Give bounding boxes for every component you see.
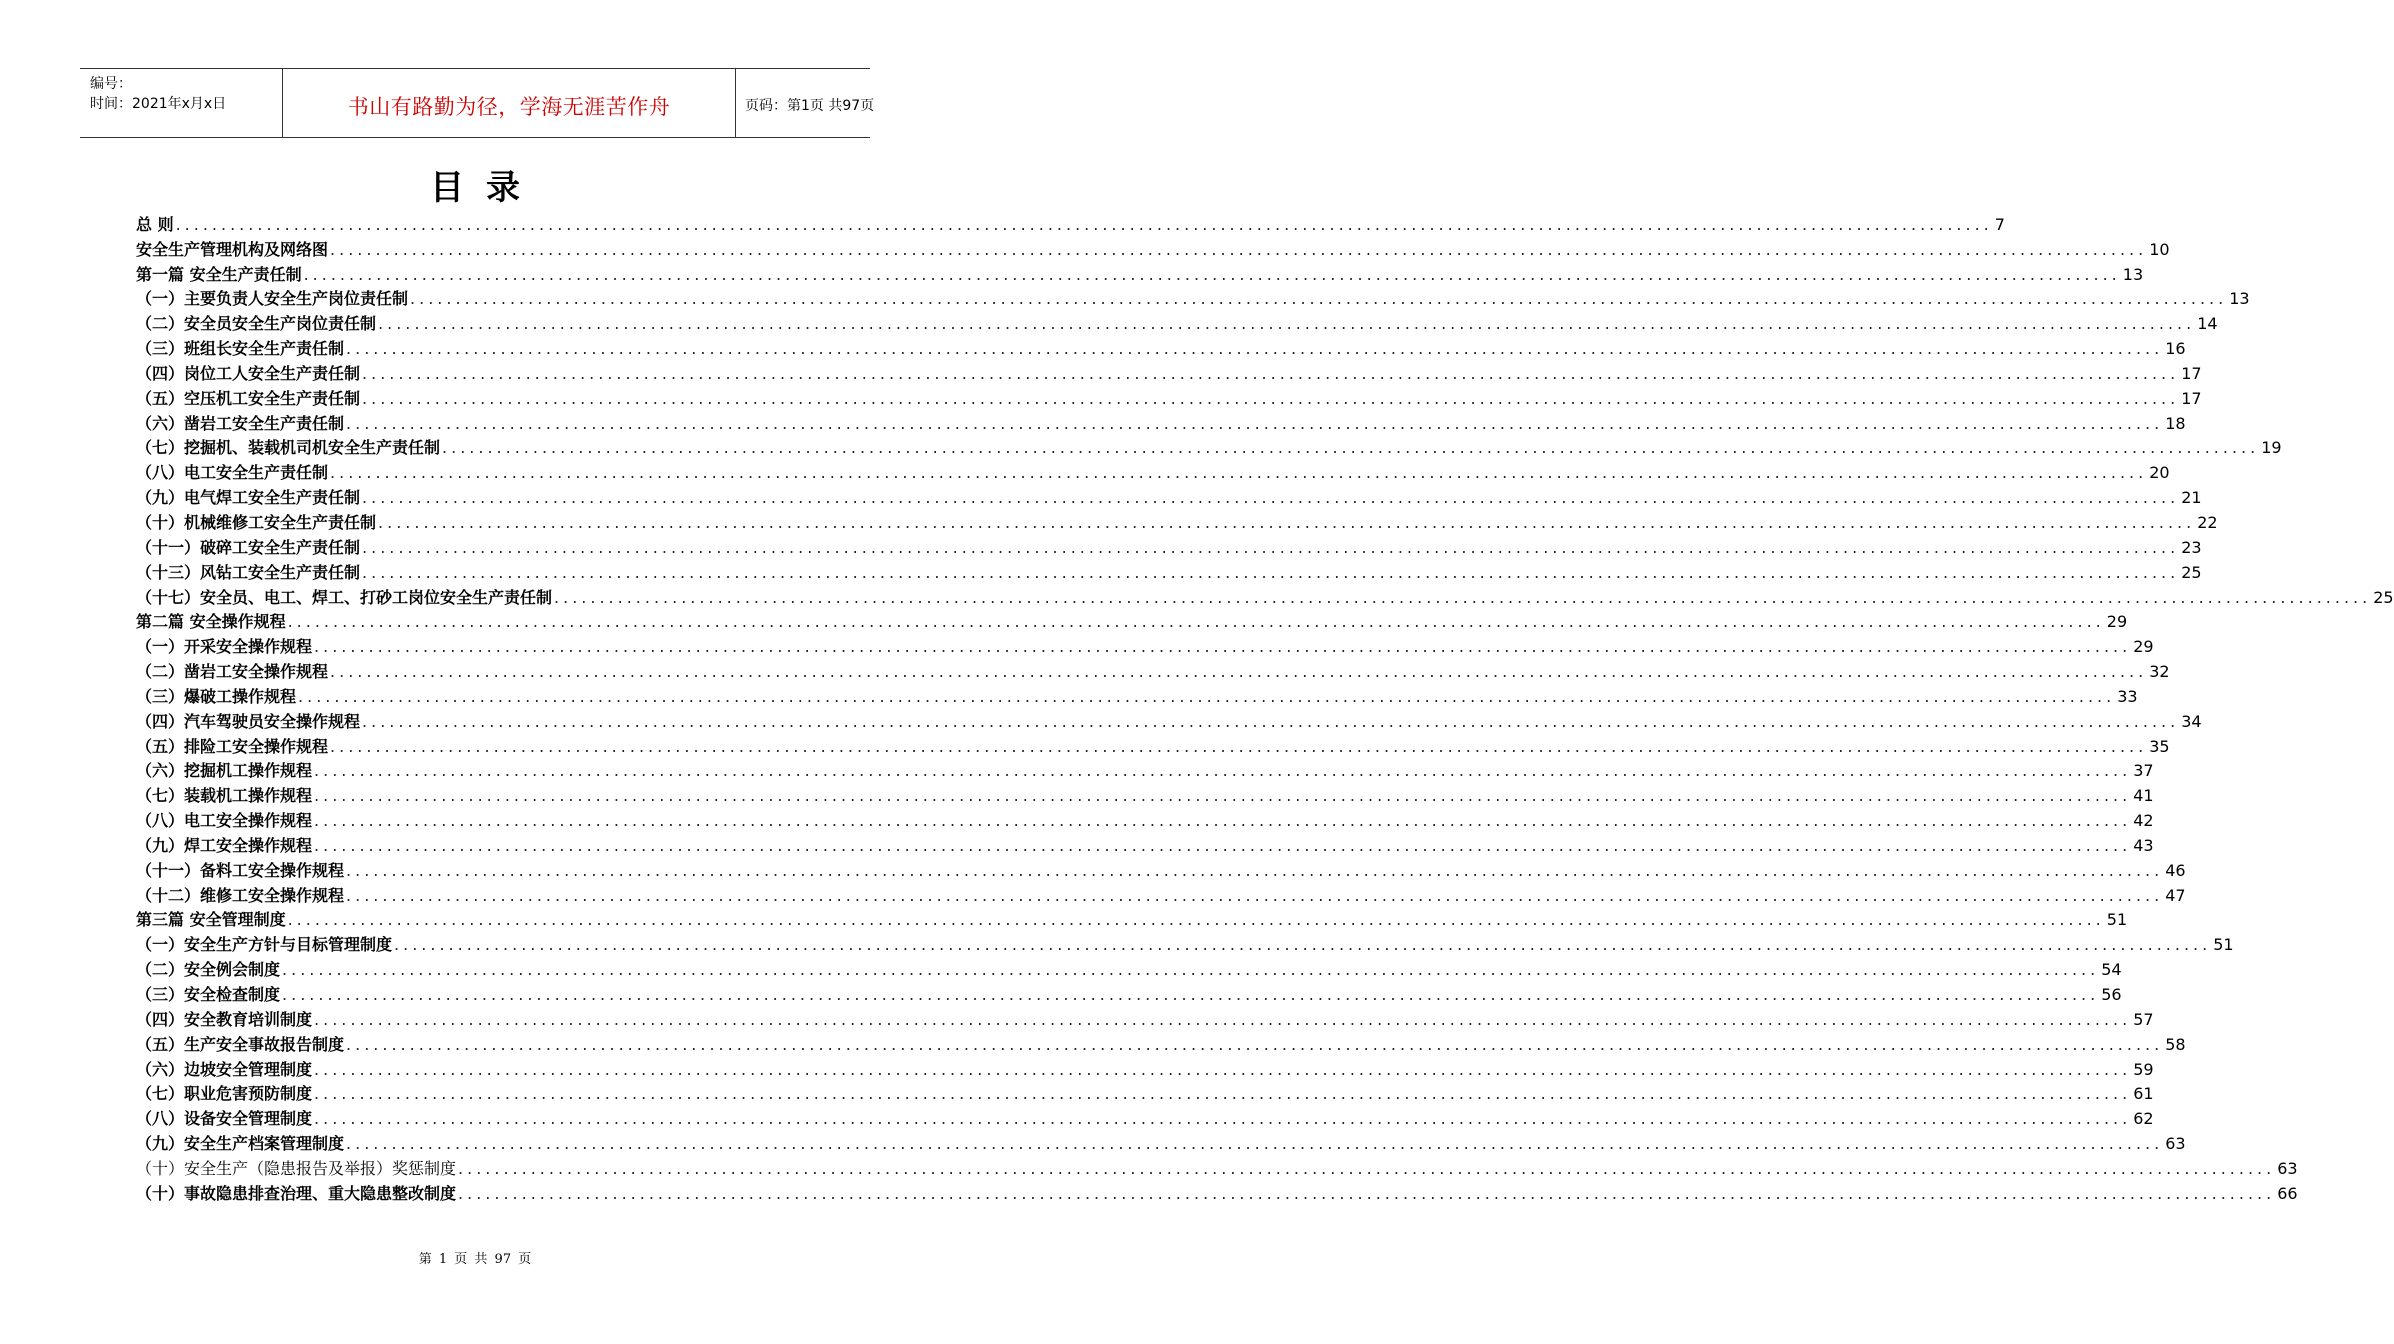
toc-entry-page: 19 bbox=[2261, 438, 2282, 458]
toc-dot-leader: ........................................................................................................................................................................................................ bbox=[378, 314, 2196, 334]
toc-dot-leader: ........................................................................................................................................................................................................ bbox=[346, 339, 2164, 359]
toc-dot-leader: ........................................................................................................................................................................................................ bbox=[362, 562, 2180, 582]
toc-entry-page: 46 bbox=[2165, 860, 2186, 880]
toc-dot-leader: ........................................................................................................................................................................................................ bbox=[410, 289, 2228, 309]
toc-entry-page: 35 bbox=[2149, 736, 2170, 756]
toc-dot-leader: ........................................................................................................................................................................................................ bbox=[362, 388, 2180, 408]
toc-entry[interactable] bbox=[136, 508, 2218, 533]
toc-entry-page: 47 bbox=[2165, 885, 2186, 905]
page-title: 目录 bbox=[430, 168, 542, 208]
toc-entry-title: （一）主要负责人安全生产岗位责任制 bbox=[136, 289, 409, 309]
toc-entry[interactable] bbox=[136, 1154, 2298, 1179]
header-info-cell bbox=[80, 69, 282, 137]
toc-dot-leader: ........................................................................................................................................................................................................ bbox=[282, 960, 2100, 980]
toc-entry-page: 22 bbox=[2197, 512, 2218, 532]
toc-entry-page: 25 bbox=[2373, 587, 2394, 607]
toc-entry-title: （七）装载机工操作规程 bbox=[136, 786, 313, 806]
toc-entry[interactable] bbox=[136, 285, 2250, 310]
toc-entry-title: （九）焊工安全操作规程 bbox=[136, 835, 313, 855]
toc-dot-leader: ........................................................................................................................................................................................................ bbox=[282, 985, 2100, 1004]
toc-entry[interactable] bbox=[136, 434, 2282, 459]
toc-entry-title: 第二篇 安全操作规程 bbox=[136, 612, 286, 632]
toc-dot-leader: ........................................................................................................................................................................................................ bbox=[314, 786, 2132, 806]
toc-entry-page: 21 bbox=[2181, 488, 2202, 508]
toc-entry[interactable] bbox=[136, 1179, 2298, 1204]
toc-entry-title: （十）机械维修工安全生产责任制 bbox=[136, 512, 377, 532]
toc-entry-title: （一）安全生产方针与目标管理制度 bbox=[136, 935, 393, 955]
toc-entry-page: 23 bbox=[2181, 537, 2202, 557]
toc-dot-leader: ........................................................................................................................................................................................................ bbox=[346, 1134, 2164, 1154]
toc-entry-title: （十七）安全员、电工、焊工、打砂工岗位安全生产责任制 bbox=[136, 587, 553, 607]
toc-entry-title: （四）安全教育培训制度 bbox=[136, 1009, 313, 1029]
toc-entry[interactable] bbox=[136, 781, 2154, 806]
toc-entry-title: （十三）风钻工安全生产责任制 bbox=[136, 562, 361, 582]
toc-dot-leader: ........................................................................................................................................................................................................ bbox=[314, 637, 2132, 657]
toc-entry[interactable] bbox=[136, 906, 2128, 931]
toc-entry-title: （十二）维修工安全操作规程 bbox=[136, 885, 345, 905]
toc-entry-page: 63 bbox=[2277, 1158, 2298, 1178]
toc-dot-leader: ........................................................................................................................................................................................................ bbox=[458, 1158, 2276, 1178]
header-motto: 书山有路勤为径，学海无涯苦作舟 bbox=[347, 95, 671, 119]
toc-entry-title: （六）挖掘机工操作规程 bbox=[136, 761, 313, 781]
toc-dot-leader: ........................................................................................................................................................................................................ bbox=[554, 587, 2372, 607]
toc-entry-title: （五）空压机工安全生产责任制 bbox=[136, 388, 361, 408]
toc-entry-page: 66 bbox=[2277, 1183, 2298, 1203]
toc-dot-leader: ........................................................................................................................................................................................................ bbox=[314, 761, 2132, 781]
toc-dot-leader: ........................................................................................................................................................................................................ bbox=[330, 239, 2148, 259]
toc-entry-title: （四）岗位工人安全生产责任制 bbox=[136, 363, 361, 383]
toc-entry-page: 34 bbox=[2181, 711, 2202, 731]
toc-entry-title: （七）职业危害预防制度 bbox=[136, 1084, 313, 1104]
toc-entry[interactable] bbox=[136, 632, 2154, 657]
toc-dot-leader: ........................................................................................................................................................................................................ bbox=[362, 537, 2180, 557]
toc-dot-leader: ........................................................................................................................................................................................................ bbox=[330, 736, 2148, 756]
toc-dot-leader: ........................................................................................................................................................................................................ bbox=[287, 612, 2105, 632]
toc-entry-title: 安全生产管理机构及网络图 bbox=[136, 239, 329, 259]
toc-entry[interactable] bbox=[136, 1104, 2154, 1129]
toc-entry[interactable] bbox=[136, 1030, 2186, 1055]
header-page-info: 页码：第1页 共97页 bbox=[745, 98, 875, 114]
toc-dot-leader: ........................................................................................................................................................................................................ bbox=[362, 711, 2180, 731]
toc-dot-leader: ........................................................................................................................................................................................................ bbox=[346, 413, 2164, 433]
toc-entry-title: （六）边坡安全管理制度 bbox=[136, 1059, 313, 1079]
toc-entry-page: 43 bbox=[2133, 835, 2154, 855]
toc-entry-page: 13 bbox=[2229, 289, 2250, 309]
toc-entry[interactable] bbox=[136, 980, 2122, 1005]
toc-entry-page: 41 bbox=[2133, 786, 2154, 806]
toc-entry-title: （二）安全员安全生产岗位责任制 bbox=[136, 314, 377, 334]
toc-entry-page: 16 bbox=[2165, 339, 2186, 359]
toc-entry-page: 54 bbox=[2101, 960, 2122, 980]
toc-dot-leader: ........................................................................................................................................................................................................ bbox=[314, 835, 2132, 855]
toc-entry-page: 25 bbox=[2181, 562, 2202, 582]
toc-entry-title: （三）班组长安全生产责任制 bbox=[136, 339, 345, 359]
toc-entry[interactable] bbox=[136, 608, 2128, 633]
toc-dot-leader: ........................................................................................................................................................................................................ bbox=[303, 264, 2121, 284]
toc-entry-page: 33 bbox=[2117, 686, 2138, 706]
toc-entry[interactable] bbox=[136, 359, 2202, 384]
toc-entry[interactable] bbox=[136, 210, 2005, 235]
toc-dot-leader: ........................................................................................................................................................................................................ bbox=[394, 935, 2212, 955]
toc-entry-title: （五）排险工安全操作规程 bbox=[136, 736, 329, 756]
toc-dot-leader: ........................................................................................................................................................................................................ bbox=[362, 363, 2180, 383]
toc-entry[interactable] bbox=[136, 806, 2154, 831]
toc-entry-title: （八）电工安全操作规程 bbox=[136, 811, 313, 831]
toc-entry[interactable] bbox=[136, 707, 2202, 732]
toc-dot-leader: ........................................................................................................................................................................................................ bbox=[378, 512, 2196, 532]
toc-entry-page: 32 bbox=[2149, 662, 2170, 682]
toc-entry-title: （五）生产安全事故报告制度 bbox=[136, 1034, 345, 1054]
toc-entry-page: 63 bbox=[2165, 1134, 2186, 1154]
toc-dot-leader: ........................................................................................................................................................................................................ bbox=[330, 463, 2148, 483]
document-code-label: 编号： bbox=[90, 76, 132, 92]
toc-entry[interactable] bbox=[136, 657, 2170, 682]
toc-dot-leader: ........................................................................................................................................................................................................ bbox=[442, 438, 2260, 458]
toc-entry-page: 62 bbox=[2133, 1109, 2154, 1129]
toc-entry[interactable] bbox=[136, 483, 2202, 508]
page-footer: 第 1 页 共 97 页 bbox=[418, 1252, 532, 1267]
toc-entry[interactable] bbox=[136, 682, 2138, 707]
header-motto-cell bbox=[282, 69, 736, 137]
toc-dot-leader: ........................................................................................................................................................................................................ bbox=[458, 1183, 2276, 1203]
toc-entry-title: （七）挖掘机、装载机司机安全生产责任制 bbox=[136, 438, 441, 458]
toc-entry-title: （十一）破碎工安全生产责任制 bbox=[136, 537, 361, 557]
toc-dot-leader: ........................................................................................................................................................................................................ bbox=[314, 1109, 2132, 1129]
toc-entry-title: （九）电气焊工安全生产责任制 bbox=[136, 488, 361, 508]
toc-entry-page: 57 bbox=[2133, 1009, 2154, 1029]
toc-dot-leader: ........................................................................................................................................................................................................ bbox=[287, 910, 2105, 930]
toc-entry-page: 17 bbox=[2181, 363, 2202, 383]
toc-dot-leader: ........................................................................................................................................................................................................ bbox=[314, 1059, 2132, 1079]
toc-dot-leader: ........................................................................................................................................................................................................ bbox=[314, 811, 2132, 831]
toc-entry[interactable] bbox=[136, 334, 2186, 359]
toc-entry-page: 29 bbox=[2133, 637, 2154, 657]
page-header bbox=[80, 68, 875, 138]
toc-entry-page: 29 bbox=[2106, 612, 2128, 632]
toc-entry-title: （十）安全生产（隐患报告及举报）奖惩制度 bbox=[136, 1158, 457, 1178]
toc-dot-leader: ........................................................................................................................................................................................................ bbox=[175, 214, 1993, 234]
toc-entry-title: 第三篇 安全管理制度 bbox=[136, 910, 286, 930]
toc-entry-page: 42 bbox=[2133, 811, 2154, 831]
toc-entry[interactable] bbox=[136, 458, 2170, 483]
toc-entry[interactable] bbox=[136, 930, 2234, 955]
toc-entry[interactable] bbox=[136, 955, 2122, 980]
toc-entry[interactable] bbox=[136, 1080, 2154, 1105]
toc-entry-title: （十一）备料工安全操作规程 bbox=[136, 860, 345, 880]
toc-entry-title: （三）爆破工操作规程 bbox=[136, 686, 297, 706]
toc-entry-title: （一）开采安全操作规程 bbox=[136, 637, 313, 657]
toc-entry-title: （九）安全生产档案管理制度 bbox=[136, 1134, 345, 1154]
toc-dot-leader: ........................................................................................................................................................................................................ bbox=[346, 860, 2164, 880]
toc-entry-title: （八）设备安全管理制度 bbox=[136, 1109, 313, 1129]
toc-entry[interactable] bbox=[136, 1129, 2186, 1154]
toc-entry-title: 第一篇 安全生产责任制 bbox=[136, 264, 302, 284]
toc-entry[interactable] bbox=[136, 384, 2202, 409]
toc-entry-page: 10 bbox=[2149, 239, 2170, 259]
toc-dot-leader: ........................................................................................................................................................................................................ bbox=[314, 1084, 2132, 1104]
toc-entry-page: 14 bbox=[2197, 314, 2218, 334]
toc-entry-page: 61 bbox=[2133, 1084, 2154, 1104]
toc-entry[interactable] bbox=[136, 583, 2394, 608]
toc-entry-page: 58 bbox=[2165, 1034, 2186, 1054]
toc-entry[interactable] bbox=[136, 558, 2202, 583]
table-of-contents bbox=[136, 210, 2394, 1204]
toc-entry[interactable] bbox=[136, 235, 2170, 260]
toc-entry[interactable] bbox=[136, 757, 2154, 782]
toc-entry-title: （八）电工安全生产责任制 bbox=[136, 463, 329, 483]
toc-entry[interactable] bbox=[136, 533, 2202, 558]
toc-dot-leader: ........................................................................................................................................................................................................ bbox=[362, 488, 2180, 508]
toc-entry-page: 37 bbox=[2133, 761, 2154, 781]
toc-entry-page: 17 bbox=[2181, 388, 2202, 408]
toc-dot-leader: ........................................................................................................................................................................................................ bbox=[346, 885, 2164, 905]
toc-entry-page: 51 bbox=[2213, 935, 2234, 955]
toc-entry[interactable] bbox=[136, 309, 2218, 334]
header-page-cell bbox=[735, 69, 875, 137]
toc-dot-leader: ........................................................................................................................................................................................................ bbox=[298, 686, 2116, 706]
toc-dot-leader: ........................................................................................................................................................................................................ bbox=[314, 1009, 2132, 1029]
toc-entry-title: （十）事故隐患排查治理、重大隐患整改制度 bbox=[136, 1183, 457, 1203]
toc-entry[interactable] bbox=[136, 260, 2144, 285]
toc-dot-leader: ........................................................................................................................................................................................................ bbox=[346, 1034, 2164, 1054]
toc-entry[interactable] bbox=[136, 856, 2186, 881]
toc-entry-title: （六）凿岩工安全生产责任制 bbox=[136, 413, 345, 433]
toc-entry[interactable] bbox=[136, 1055, 2154, 1080]
toc-entry-page: 18 bbox=[2165, 413, 2186, 433]
toc-entry-title: （四）汽车驾驶员安全操作规程 bbox=[136, 711, 361, 731]
document-date-label: 时间：2021年x月x日 bbox=[90, 96, 227, 112]
toc-entry-page: 56 bbox=[2101, 985, 2122, 1004]
toc-entry[interactable] bbox=[136, 1005, 2154, 1030]
toc-entry[interactable] bbox=[136, 831, 2154, 856]
toc-entry[interactable] bbox=[136, 881, 2186, 906]
toc-entry-title: 总 则 bbox=[136, 214, 174, 234]
toc-entry-page: 51 bbox=[2106, 910, 2128, 930]
toc-entry[interactable] bbox=[136, 732, 2170, 757]
toc-entry-title: （三）安全检查制度 bbox=[136, 985, 281, 1004]
toc-entry-page: 59 bbox=[2133, 1059, 2154, 1079]
toc-entry-title: （二）安全例会制度 bbox=[136, 960, 281, 980]
toc-entry-title: （二）凿岩工安全操作规程 bbox=[136, 662, 329, 682]
toc-entry[interactable] bbox=[136, 409, 2186, 434]
toc-dot-leader: ........................................................................................................................................................................................................ bbox=[330, 662, 2148, 682]
toc-entry-page: 7 bbox=[1994, 214, 2005, 234]
toc-entry-page: 13 bbox=[2122, 264, 2144, 284]
toc-entry-page: 20 bbox=[2149, 463, 2170, 483]
